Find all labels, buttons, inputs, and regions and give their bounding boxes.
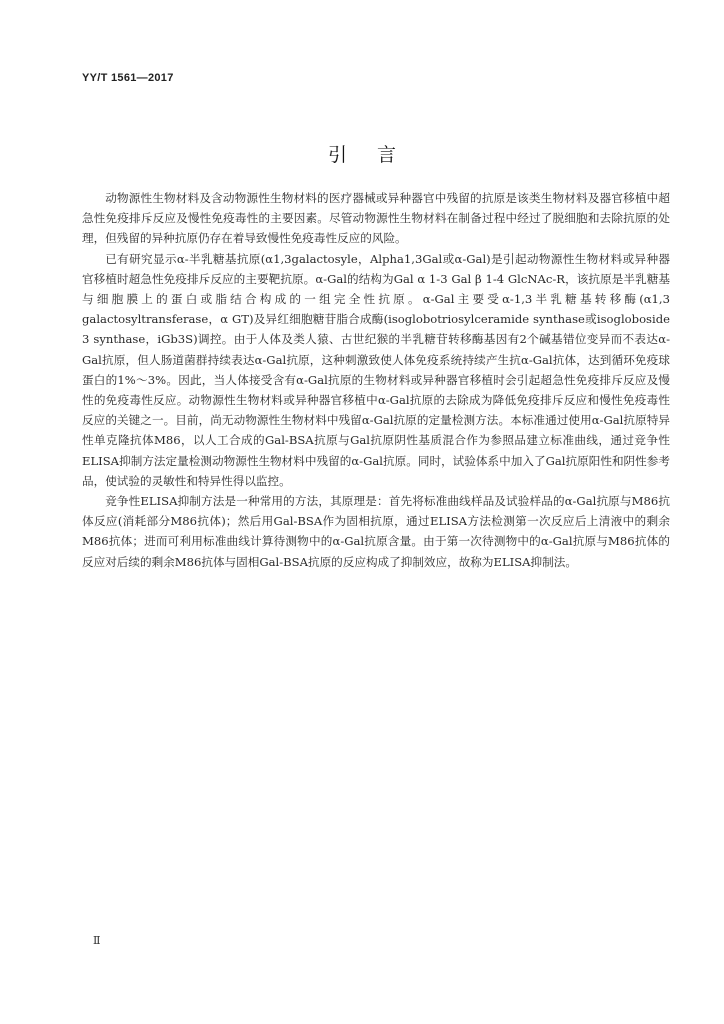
paragraph-1: 动物源性生物材料及含动物源性生物材料的医疗器械或异种器官中残留的抗原是该类生物材料及器官移植中超急性免疫排斥反应及慢性免疫毒性的主要因素。尽管动物源性生物材料在制备过程中经过了脱细胞和去除抗原的处理，但残留的异种抗原仍存在着导致慢性免疫毒性反应的风险。 xyxy=(82,191,670,246)
paragraph-3: 竞争性ELISA抑制方法是一种常用的方法，其原理是：首先将标准曲线样品及试验样品的α-Gal抗原与M86抗体反应(消耗部分M86抗体)；然后用Gal-BSA作为固相抗原，通过ELISA方法检测第一次反应后上清液中的剩余M86抗体；进而可利用标准曲线计算待测物中的α-Gal抗原含量。由于第一次待测物中的α-Gal抗原与M86抗体的反应对后续的剩余M86抗体与固相Gal-BSA抗原的反应构成了抑制效应，故称为ELISA抑制法。 xyxy=(82,494,670,569)
body-text xyxy=(82,188,670,572)
page-number: Ⅱ xyxy=(93,934,101,947)
section-title: 引言 xyxy=(327,144,426,166)
document-standard-number: YY/T 1561—2017 xyxy=(82,72,174,84)
paragraph-2: 已有研究显示α-半乳糖基抗原(α1,3galactosyle，Alpha1,3Gal或α-Gal)是引起动物源性生物材料或异种器官移植时超急性免疫排斥反应的主要靶抗原。α-Gal的结构为Gal α 1-3 Gal β 1-4 GlcNAc-R，该抗原是半乳糖基与细胞膜上的蛋白或脂结合构成的一组完全性抗原。α-Gal主要受α-1,3半乳糖基转移酶(α1,3 galactosyltransferase，α GT)及异红细胞糖苷脂合成酶(isoglobotriosylceramide synthase或isogloboside 3 synthase，iGb3S)调控。由于人体及类人猿、古世纪猴的半乳糖苷转移酶基因有2个碱基错位变异而不表达α-Gal抗原，但人肠道菌群持续表达α-Gal抗原，这种刺激致使人体免疫系统持续产生抗α-Gal抗体，达到循环免疫球蛋白的1%～3%。因此，当人体接受含有α-Gal抗原的生物材料或异种器官移植时会引起超急性免疫排斥反应及慢性的免疫毒性反应。动物源性生物材料或异种器官移植中α-Gal抗原的去除成为降低免疫排斥反应和慢性免疫毒性反应的关键之一。目前，尚无动物源性生物材料中残留α-Gal抗原的定量检测方法。本标准通过使用α-Gal抗原特异性单克隆抗体M86，以人工合成的Gal-BSA抗原与Gal抗原阴性基质混合作为参照品建立标准曲线，通过竞争性ELISA抑制方法定量检测动物源性生物材料中残留的α-Gal抗原。同时，试验体系中加入了Gal抗原阳性和阴性参考品，使试验的灵敏性和特异性得以监控。 xyxy=(82,251,670,488)
